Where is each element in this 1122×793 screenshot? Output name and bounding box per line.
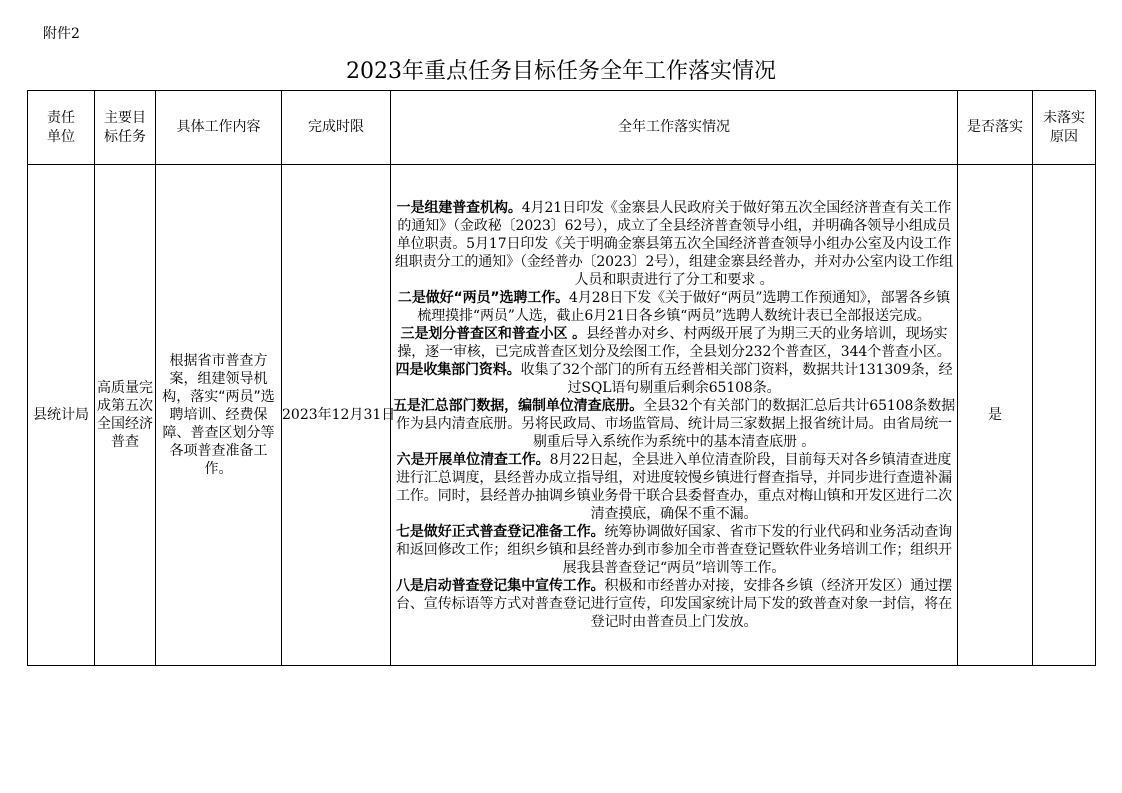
table-row xyxy=(28,165,1096,666)
implementation-item-heading: 一是组建普查机构。 xyxy=(396,200,522,216)
cell-main-task: 高质量完成第五次全国经济普查 xyxy=(95,165,156,666)
implementation-item-text: 8月22日起，全县进入单位清查阶段，目前每天对各乡镇清查进度进行汇总调度，县经普办成立指导组，对进度较慢乡镇进行督查指导，并同步进行查遗补漏工作。同时，县经普办抽调乡镇业务骨干联合县委督查办，重点对梅山镇和开发区进行二次清查摸底，确保不重不漏。 xyxy=(396,452,952,522)
cell-work-content: 根据省市普查方案，组建领导机构，落实“两员”选聘培训、经费保障、普查区划分等各项普查准备工作。 xyxy=(156,165,282,666)
implementation-item-text: 县经普办对乡、村两级开展了为期三天的业务培训，现场实操，逐一审核，已完成普查区划分及绘图工作，全县划分232个普查区，344个普查小区。 xyxy=(397,326,951,360)
cell-deadline: 2023年12月31日 xyxy=(282,165,391,666)
header-main-task xyxy=(95,91,156,165)
cell-reason xyxy=(1033,165,1096,666)
header-main-task-text: 主要目 标任务 xyxy=(104,109,146,145)
implementation-item-text: 收集了32个部门的所有五经普相关部门资料，数据共计131309条，经过SQL语句剔重后剩余65108条。 xyxy=(520,362,953,396)
implementation-item-heading: 七是做好正式普查登记准备工作。 xyxy=(396,524,605,540)
implementation-item-text: 统筹协调做好国家、省市下发的行业代码和业务活动查询和返回修改工作；组织乡镇和县经普办到市参加全市普查登记暨软件业务培训工作；组织开展我县普查登记“两员”培训等工作。 xyxy=(396,524,952,576)
implementation-item-text: 全县32个有关部门的数据汇总后共计65108条数据作为县内清查底册。另将民政局、市场监管局、统计局三家数据上报省统计局。由省局统一剔重后导入系统作为系统中的基本清查底册 。 xyxy=(396,398,956,450)
implementation-item xyxy=(391,289,957,325)
implementation-item xyxy=(391,199,957,289)
implementation-item xyxy=(391,577,957,631)
implementation-item-text: 4月21日印发《金寨县人民政府关于做好第五次全国经济普查有关工作的通知》（金政秘〔2023〕62号），成立了全县经济普查领导小组，并明确各领导小组成员单位职责。5月17日印发《关于明确金寨县第五次全国经济普查领导小组办公室及内设工作组职责分工的通知》（金经普办〔2023〕2号），组建金寨县经普办，并对办公室内设工作组人员和职责进行了分工和要求 。 xyxy=(394,200,954,288)
document-title: 2023年重点任务目标任务全年工作落实情况 xyxy=(346,59,776,84)
implementation-item xyxy=(391,451,957,523)
implementation-item xyxy=(391,361,957,397)
implementation-item-heading: 六是开展单位清查工作。 xyxy=(396,452,550,468)
header-implemented: 是否落实 xyxy=(958,91,1033,165)
implementation-item-heading: 二是做好“两员”选聘工作。 xyxy=(397,290,570,306)
implementation-item-text: 积极和市经普办对接，安排各乡镇（经济开发区）通过摆台、宣传标语等方式对普查登记进行宣传，印发国家统计局下发的致普查对象一封信，将在登记时由普查员上门发放。 xyxy=(396,578,952,630)
header-responsible-unit-text: 责任 单位 xyxy=(47,109,75,145)
cell-responsible-unit: 县统计局 xyxy=(28,165,95,666)
header-responsible-unit xyxy=(28,91,95,165)
table-header-row xyxy=(28,91,1096,165)
implementation-item xyxy=(391,523,957,577)
attachment-label: 附件2 xyxy=(43,26,80,42)
header-reason-text: 未落实 原因 xyxy=(1043,109,1085,145)
implementation-item-text: 4月28日下发《关于做好“两员”选聘工作预通知》，部署各乡镇梳理摸排“两员”人选，截止6月21日各乡镇“两员”选聘人数统计表已全部报送完成。 xyxy=(417,290,951,324)
cell-implementation-details xyxy=(391,165,958,666)
implementation-item xyxy=(391,397,957,451)
header-deadline: 完成时限 xyxy=(282,91,391,165)
cell-implemented: 是 xyxy=(958,165,1033,666)
implementation-item-heading: 八是启动普查登记集中宣传工作。 xyxy=(396,578,605,594)
implementation-item xyxy=(391,325,957,361)
header-reason xyxy=(1033,91,1096,165)
implementation-list xyxy=(391,199,957,631)
implementation-item-heading: 五是汇总部门数据，编制单位清查底册。 xyxy=(392,398,644,414)
implementation-item-heading: 四是收集部门资料。 xyxy=(395,362,521,378)
header-work-content: 具体工作内容 xyxy=(156,91,282,165)
header-implementation: 全年工作落实情况 xyxy=(391,91,958,165)
task-table xyxy=(27,90,1096,666)
implementation-item-heading: 三是划分普查区和普查小区 。 xyxy=(400,326,587,342)
